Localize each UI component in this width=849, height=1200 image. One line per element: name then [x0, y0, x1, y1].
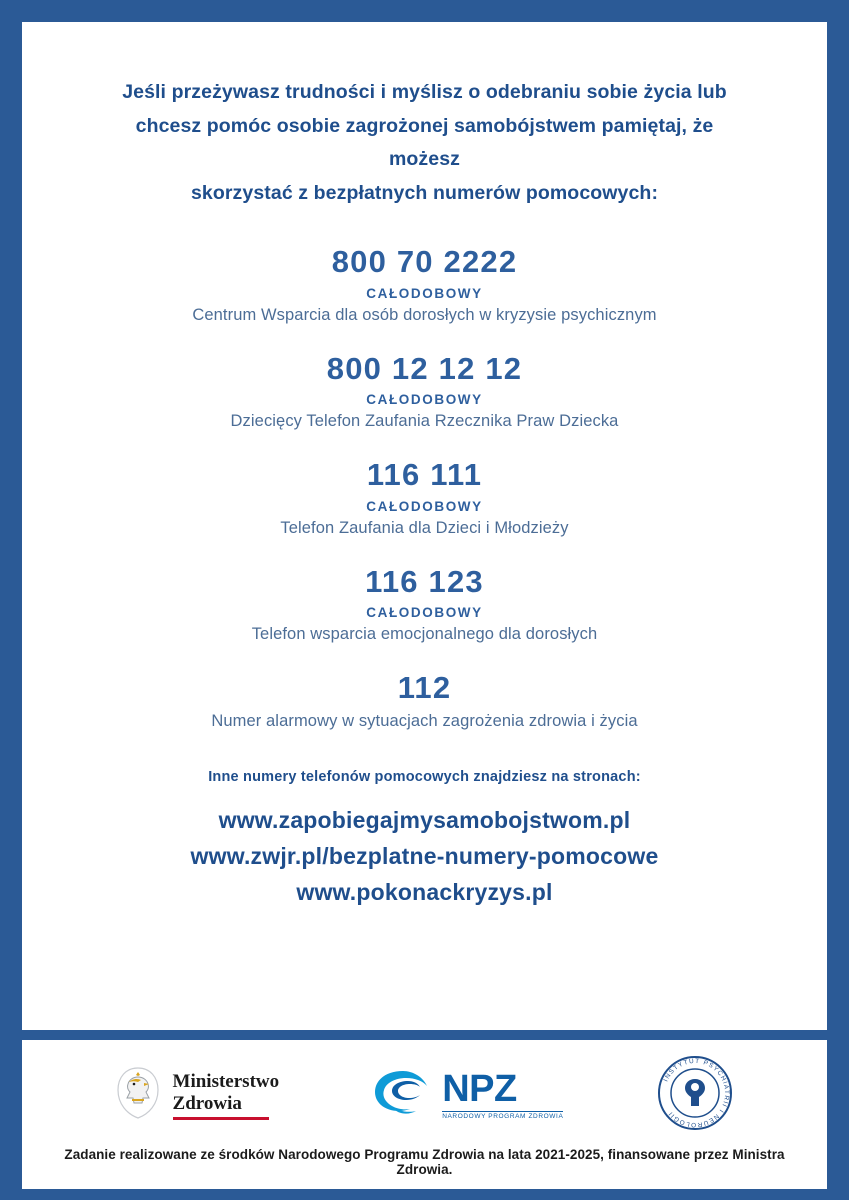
npz-logo-name: NPZ	[442, 1068, 517, 1111]
helpline-description: Centrum Wsparcia dla osób dorosłych w kryzysie psychicznym	[192, 305, 657, 324]
funding-note: Zadanie realizowane ze środków Narodowego Programu Zdrowia na lata 2021-2025, finansowane przez Ministra Zdrowia.	[64, 1147, 785, 1177]
polish-eagle-coat-of-arms-icon	[115, 1066, 161, 1125]
svg-text:INSTYTUT PSYCHIATRII I NEUROLO: INSTYTUT PSYCHIATRII I NEUROLOGII	[662, 1057, 731, 1129]
links-intro-text: Inne numery telefonów pomocowych znajdziesz na stronach:	[208, 769, 641, 786]
helpline-description: Numer alarmowy w sytuacjach zagrożenia zdrowia i życia	[211, 712, 638, 731]
ipin-seal-icon	[656, 1054, 734, 1137]
helpline-availability: CAŁODOBOWY	[366, 605, 483, 621]
resource-link-zapobiegajmysamobojstwom[interactable]: www.zapobiegajmysamobojstwom.pl	[218, 807, 631, 834]
page-title	[105, 76, 745, 210]
helpline-description: Telefon wsparcia emocjonalnego dla dorosłych	[251, 625, 598, 644]
footer-band	[22, 1040, 827, 1189]
npz-logo-subtitle: NARODOWY PROGRAM ZDROWIA	[442, 1113, 564, 1121]
headline-line-3: skorzystać z bezpłatnych numerów pomocowych:	[190, 181, 659, 204]
main-content-card	[22, 22, 827, 1030]
helpline-description: Dziecięcy Telefon Zaufania Rzecznika Praw Dziecka	[230, 412, 619, 431]
ipin-logo	[656, 1054, 734, 1137]
npz-logo	[372, 1067, 563, 1124]
ministry-logo-rule	[173, 1117, 269, 1120]
helpline-phone-number[interactable]: 116 123	[365, 563, 484, 599]
ministry-logo-line-2: Zdrowia	[172, 1092, 242, 1114]
list-item	[72, 351, 777, 432]
ministry-logo-line-1: Ministerstwo	[172, 1071, 280, 1093]
list-item	[72, 564, 777, 645]
helpline-availability: CAŁODOBOWY	[366, 392, 483, 408]
headline-line-2: chcesz pomóc osobie zagrożonej samobójstwem pamiętaj, że możesz	[135, 114, 714, 171]
helpline-availability: CAŁODOBOWY	[366, 498, 483, 514]
helpline-phone-number[interactable]: 116 111	[366, 457, 483, 493]
helpline-phone-number[interactable]: 800 70 2222	[331, 244, 518, 280]
list-item	[72, 244, 777, 325]
list-item	[72, 457, 777, 538]
helpline-description: Telefon Zaufania dla Dzieci i Młodzieży	[280, 518, 569, 537]
resource-link-list	[191, 807, 659, 906]
ministry-of-health-logo	[115, 1066, 280, 1125]
headline-line-1: Jeśli przeżywasz trudności i myślisz o odebraniu sobie życia lub	[122, 81, 727, 103]
resource-link-pokonackryzys[interactable]: www.pokonackryzys.pl	[296, 879, 553, 906]
helpline-list	[72, 244, 777, 731]
helpline-phone-number[interactable]: 112	[397, 670, 452, 706]
logo-row	[48, 1050, 801, 1139]
npz-swirl-icon	[372, 1067, 434, 1124]
helpline-availability: CAŁODOBOWY	[366, 285, 483, 301]
helpline-phone-number[interactable]: 800 12 12 12	[326, 350, 523, 386]
list-item	[72, 670, 777, 731]
resource-link-zwjr[interactable]: www.zwjr.pl/bezplatne-numery-pomocowe	[190, 843, 659, 870]
